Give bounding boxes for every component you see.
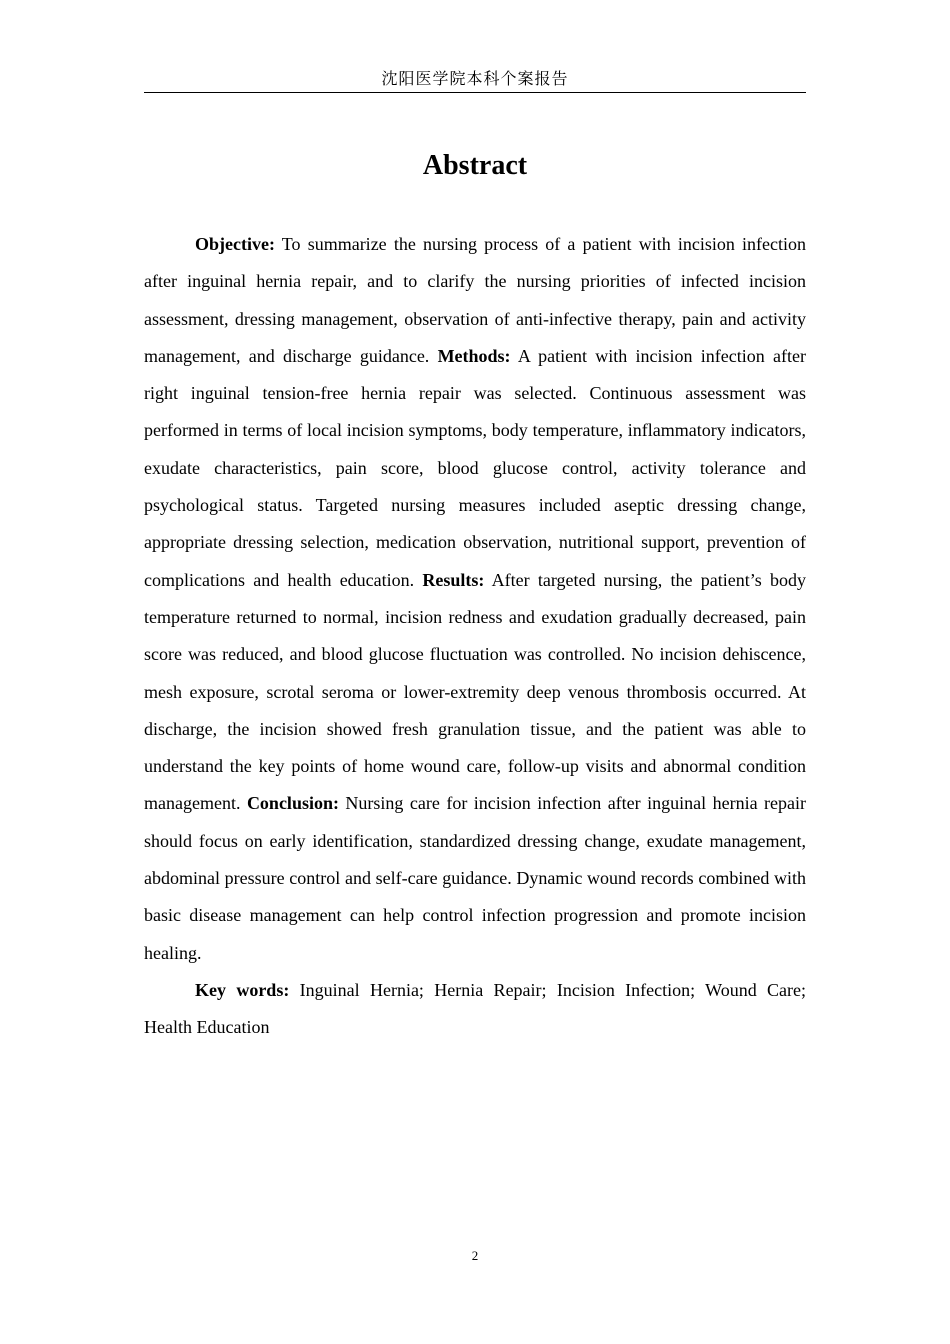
methods-text: A patient with incision infection after right inguinal tension-free hernia repair was selected. Continuous assessment was performed in terms of local incision symptoms, body temperature, inflammatory indicators, exudate characteristics, pain score, blood glucose control, activity tolerance and psychological status. Targeted nursing measures included aseptic dressing change, appropriate dressing selection, medication observation, nutritional support, prevention of complications and health education. <box>144 345 806 590</box>
results-text: After targeted nursing, the patient’s body temperature returned to normal, incision redness and exudation gradually decreased, pain score was reduced, and blood glucose fluctuation was controlled. No incision dehiscence, mesh exposure, scrotal seroma or lower-extremity deep venous thrombosis occurred. At discharge, the incision showed fresh granulation tissue, and the patient was able to understand the key points of home wound care, follow-up visits and abnormal condition management. <box>144 569 806 814</box>
abstract-paragraph <box>144 226 806 972</box>
keywords-label: Key words: <box>195 979 290 1000</box>
results-label: Results: <box>422 569 485 590</box>
keywords-paragraph <box>144 972 806 1047</box>
objective-text: To summarize the nursing process of a patient with incision infection after inguinal hernia repair, and to clarify the nursing priorities of infected incision assessment, dressing management, observation of anti-infective therapy, pain and activity management, and discharge guidance. <box>144 234 806 366</box>
conclusion-label: Conclusion: <box>246 793 339 814</box>
conclusion-text: Nursing care for incision infection after inguinal hernia repair should focus on early identification, standardized dressing change, exudate management, abdominal pressure control and self-care guidance. Dynamic wound records combined with basic disease management can help control infection progression and promote incision healing. <box>144 793 806 963</box>
abstract-title: Abstract <box>422 150 528 181</box>
keywords-text: Inguinal Hernia; Hernia Repair; Incision Infection; Wound Care; Health Education <box>144 979 806 1038</box>
abstract-body <box>144 226 806 1047</box>
running-header <box>144 66 806 93</box>
objective-label: Objective: <box>195 234 275 254</box>
methods-label: Methods: <box>437 345 511 366</box>
header-text: 沈阳医学院本科个案报告 <box>381 69 569 88</box>
page-number: 2 <box>471 1248 479 1263</box>
